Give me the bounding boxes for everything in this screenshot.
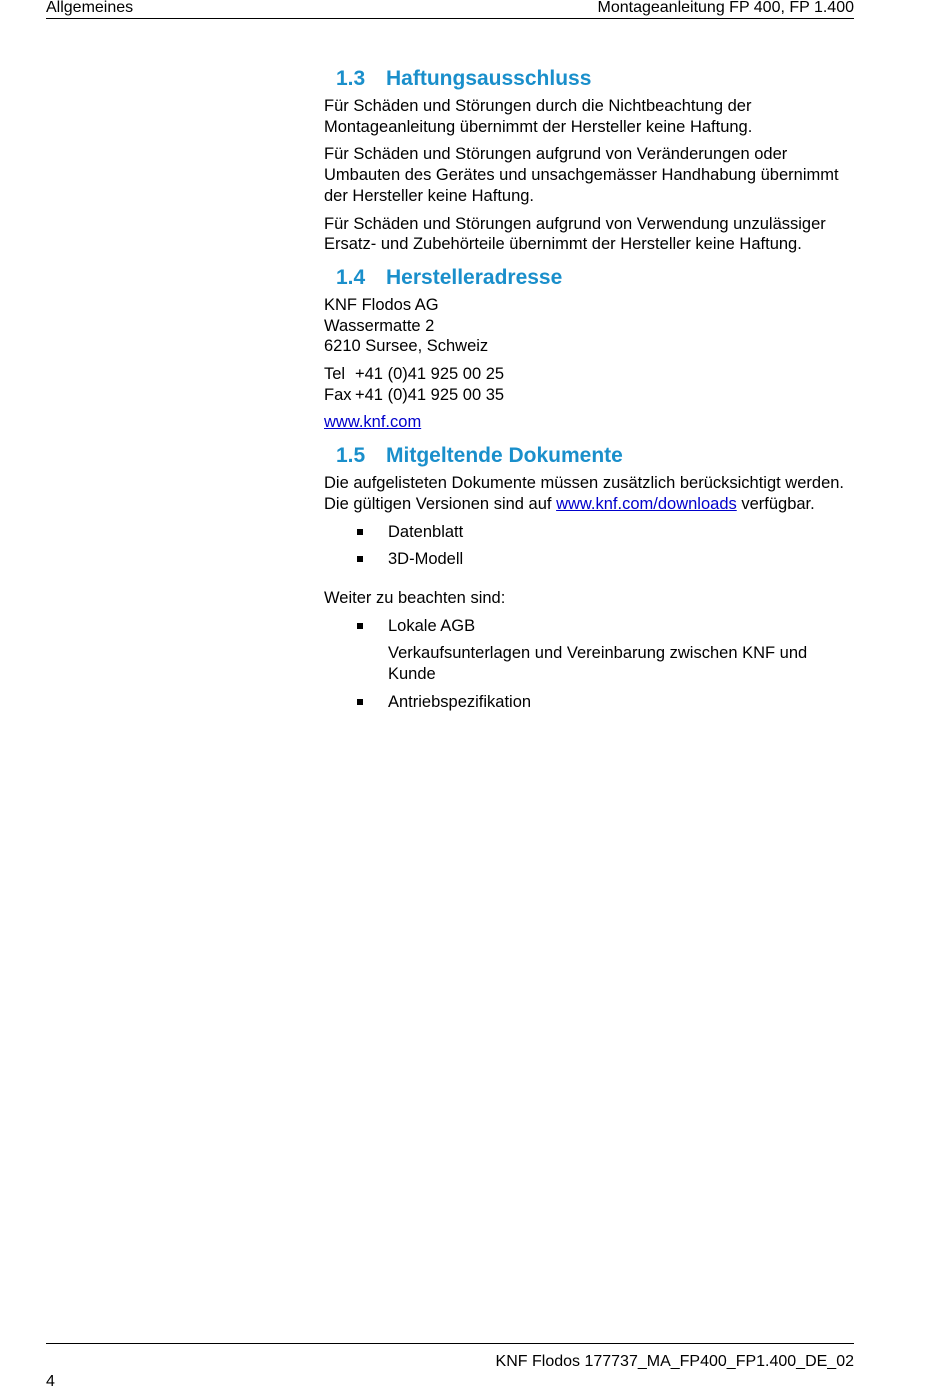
header-document-title: Montageanleitung FP 400, FP 1.400 xyxy=(597,0,854,16)
section-number: 1.3 xyxy=(336,67,366,90)
list-item-label: Lokale AGB xyxy=(388,616,476,635)
bullet-icon xyxy=(357,699,363,705)
website-link[interactable]: www.knf.com xyxy=(324,413,422,432)
phone-number: +41 (0)41 925 00 25 xyxy=(355,365,505,384)
page-content xyxy=(324,66,854,719)
fax-label: Fax xyxy=(324,385,352,404)
phone-label: Tel xyxy=(324,365,346,384)
list-item-label: Datenblatt xyxy=(388,522,464,541)
paragraph: Für Schäden und Störungen aufgrund von Veränderungen oder Umbauten des Gerätes und unsachgemässer Handhabung übernimmt der Hersteller keine Haftung. xyxy=(324,145,839,205)
intro-text-end: verfügbar. xyxy=(736,494,815,513)
header-chapter-title: Allgemeines xyxy=(46,0,134,16)
section-heading-mitgeltende-dokumente xyxy=(324,443,854,469)
section-number: 1.5 xyxy=(336,444,366,468)
section-heading-herstelleradresse xyxy=(324,265,854,291)
downloads-link[interactable]: www.knf.com/downloads xyxy=(556,494,737,513)
paragraph: Für Schäden und Störungen durch die Nichtbeachtung der Montageanleitung übernimmt der Hersteller keine Haftung. xyxy=(324,97,753,136)
page-number: 4 xyxy=(46,1373,55,1390)
section-number: 1.4 xyxy=(336,265,366,289)
bullet-icon xyxy=(357,556,363,562)
page-footer xyxy=(46,1343,854,1390)
list-item xyxy=(324,616,854,637)
manufacturer-address xyxy=(324,295,854,357)
bullet-icon xyxy=(357,529,363,535)
list-item xyxy=(324,549,854,570)
fax-row xyxy=(324,385,854,406)
further-notes-label: Weiter zu beachten sind: xyxy=(324,588,506,607)
documents-intro xyxy=(324,473,854,514)
list-item xyxy=(324,692,854,713)
intro-text: Die aufgelisteten Dokumente müssen zusätzlich berücksichtigt werden. Die gültigen Versionen sind auf xyxy=(324,474,845,513)
section-title: Mitgeltende Dokumente xyxy=(386,444,623,468)
list-item xyxy=(324,522,854,543)
page-header xyxy=(46,0,854,19)
bullet-icon xyxy=(357,623,363,629)
company-name: KNF Flodos AG xyxy=(324,295,439,314)
further-list xyxy=(324,616,854,713)
list-item xyxy=(324,643,854,684)
section-title: Haftungsausschluss xyxy=(386,67,592,90)
documents-list xyxy=(324,522,854,570)
city-country: 6210 Sursee, Schweiz xyxy=(324,337,489,356)
footer-document-id: KNF Flodos 177737_MA_FP400_FP1.400_DE_02 xyxy=(495,1353,854,1370)
street-address: Wassermatte 2 xyxy=(324,316,435,335)
website-line xyxy=(324,412,854,433)
section-heading-haftungsausschluss xyxy=(324,66,854,92)
contact-numbers xyxy=(324,364,854,405)
section-title: Herstelleradresse xyxy=(386,265,563,289)
paragraph: Für Schäden und Störungen aufgrund von Verwendung unzulässiger Ersatz- und Zubehörteile übernimmt der Hersteller keine Haftung. xyxy=(324,214,826,254)
list-item-label: Verkaufsunterlagen und Vereinbarung zwischen KNF und Kunde xyxy=(388,644,808,684)
fax-number: +41 (0)41 925 00 35 xyxy=(355,385,505,404)
phone-row xyxy=(324,364,854,385)
list-item-label: 3D-Modell xyxy=(388,550,464,569)
list-item-label: Antriebspezifikation xyxy=(388,692,532,711)
